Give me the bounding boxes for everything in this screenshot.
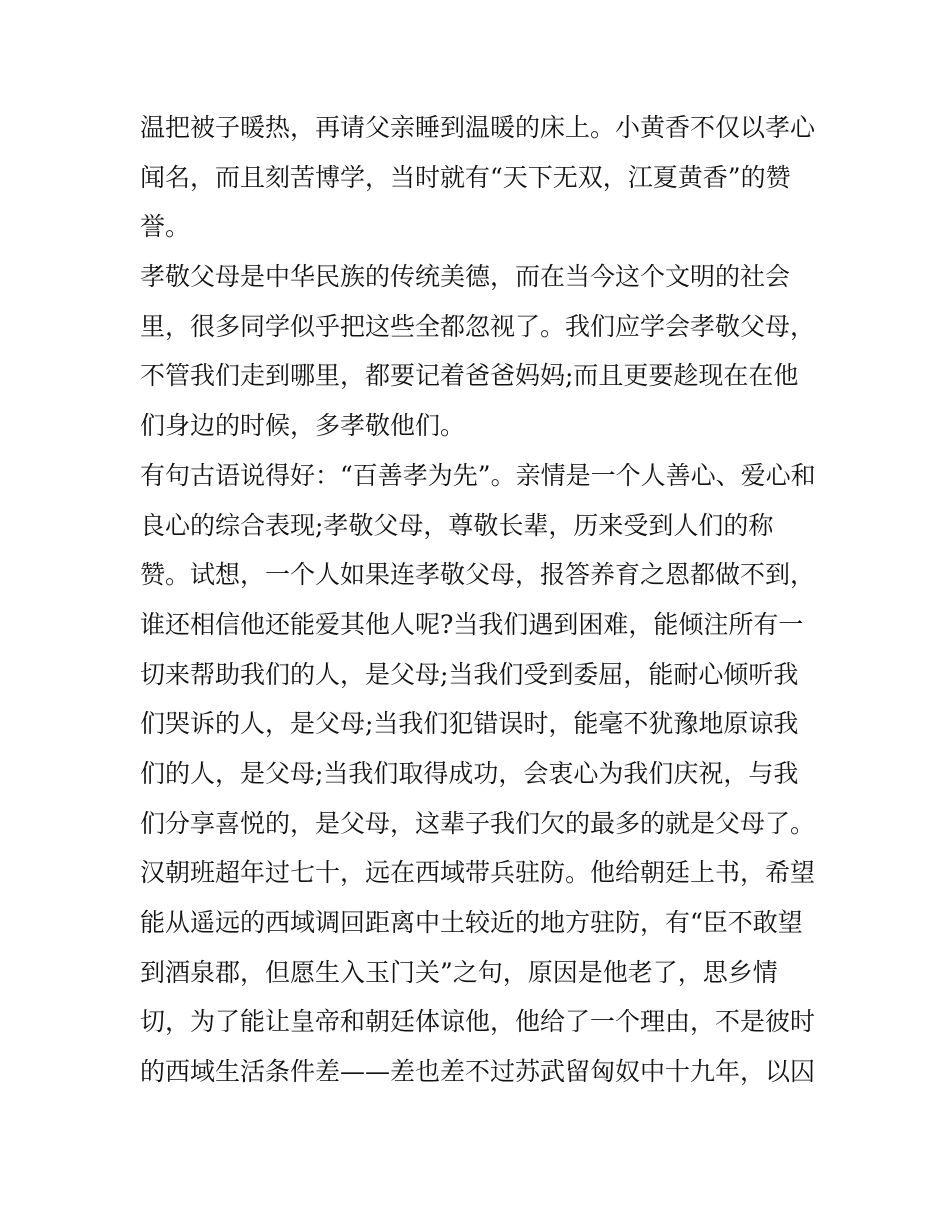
text-line: 能从遥远的西域调回距离中土较近的地方驻防，有“臣不敢望 — [140, 908, 803, 937]
text-line: 孝敬父母是中华民族的传统美德，而在当今这个文明的社会 — [140, 262, 791, 292]
text-line: 们的人，是父母;当我们取得成功，会衷心为我们庆祝，与我 — [140, 758, 799, 788]
text-line: 们哭诉的人，是父母;当我们犯错误时，能毫不犹豫地原谅我 — [140, 709, 799, 739]
text-line: 切来帮助我们的人，是父母;当我们受到委屈，能耐心倾听我 — [140, 659, 799, 689]
text-line: 们身边的时候，多孝敬他们。 — [140, 411, 466, 441]
text-line: 谁还相信他还能爱其他人呢?当我们遇到困难，能倾注所有一 — [140, 609, 804, 639]
body-text — [140, 103, 820, 1097]
text-line: 的西域生活条件差——差也差不过苏武留匈奴中十九年，以囚 — [140, 1057, 816, 1087]
text-line: 们分享喜悦的，是父母，这辈子我们欠的最多的就是父母了。 — [140, 808, 816, 838]
text-line: 里，很多同学似乎把这些全都忽视了。我们应学会孝敬父母， — [140, 311, 816, 341]
text-line: 良心的综合表现;孝敬父母，尊敬长辈，历来受到人们的称 — [140, 510, 774, 540]
text-line: 切，为了能让皇帝和朝廷体谅他，他给了一个理由，不是彼时 — [140, 1007, 816, 1037]
text-line: 誉。 — [140, 212, 191, 242]
text-line: 温把被子暖热，再请父亲睡到温暖的床上。小黄香不仅以孝心 — [140, 113, 816, 142]
text-line: 到酒泉郡，但愿生入玉门关”之句，原因是他老了，思乡情 — [140, 957, 778, 987]
text-line: 有句古语说得好：“百善孝为先”。亲情是一个人善心、爱心和 — [140, 460, 816, 490]
text-line: 汉朝班超年过七十，远在西域带兵驻防。他给朝廷上书，希望 — [140, 858, 816, 888]
text-line: 赞。试想，一个人如果连孝敬父母，报答养育之恩都做不到， — [140, 560, 816, 590]
text-line: 不管我们走到哪里，都要记着爸爸妈妈;而且更要趁现在在他 — [140, 361, 799, 391]
text-line: 闻名，而且刻苦博学，当时就有“天下无双，江夏黄香”的赞 — [140, 162, 791, 192]
